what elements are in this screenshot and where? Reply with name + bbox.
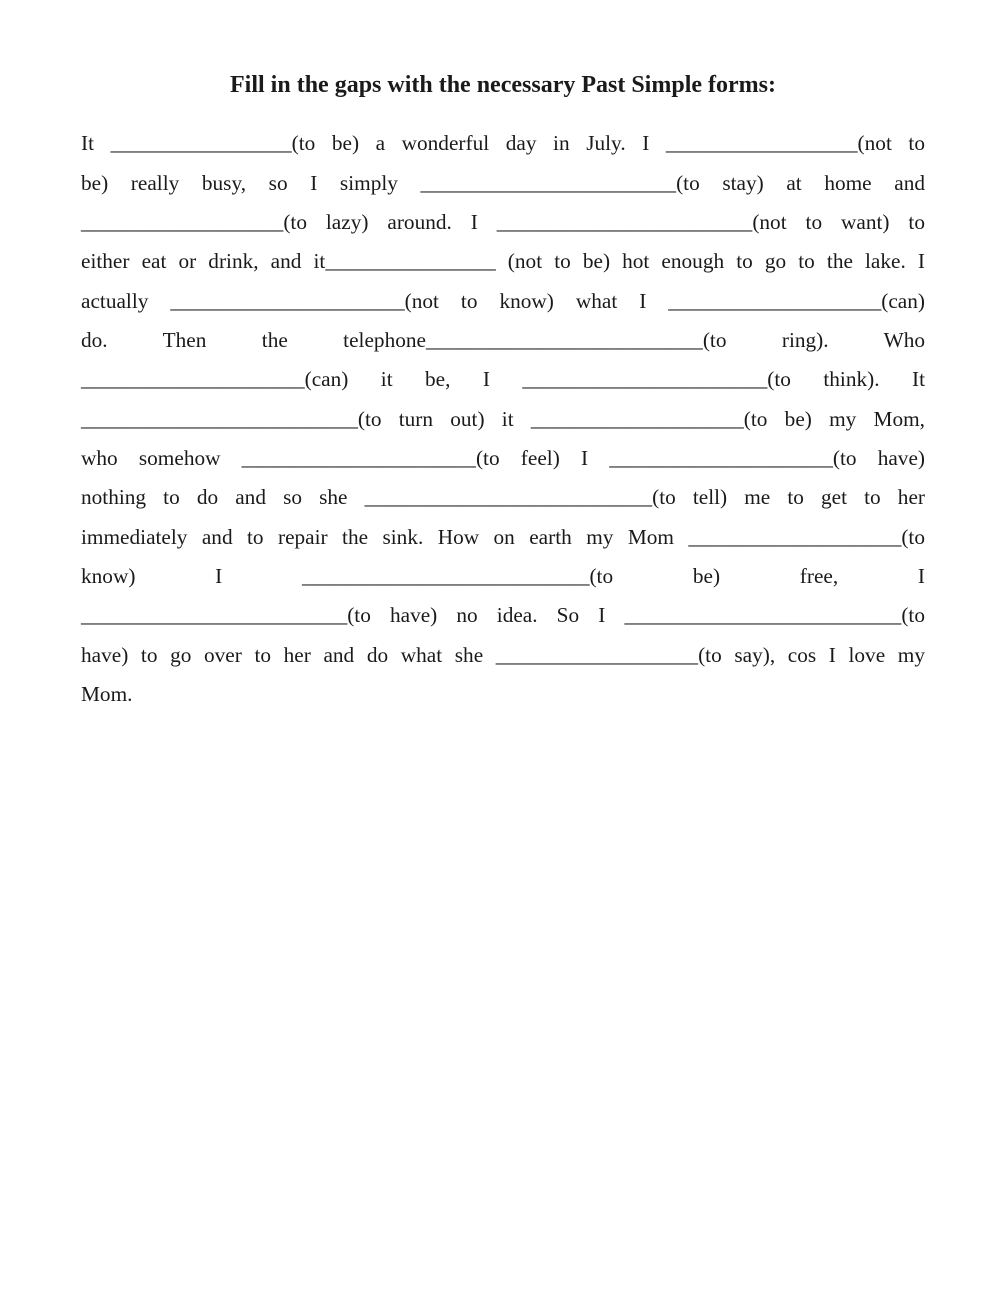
exercise-line: __________________________(to turn out) it ____________________(to be) my Mom,: [81, 407, 925, 431]
exercise-line: who somehow ______________________(to feel) I _____________________(to have): [81, 446, 925, 470]
exercise-line: actually ______________________(not to know) what I ____________________(can): [81, 289, 925, 313]
exercise-line: Mom.: [81, 682, 133, 706]
exercise-line: either eat or drink, and it________________ (not to be) hot enough to go to the lake. I: [81, 249, 925, 273]
exercise-line: have) to go over to her and do what she ___________________(to say), cos I love my: [81, 643, 925, 667]
exercise-line: know) I ___________________________(to be) free, I: [81, 564, 925, 588]
exercise-line: be) really busy, so I simply ________________________(to stay) at home and: [81, 171, 925, 195]
exercise-line: It _________________(to be) a wonderful day in July. I __________________(not to: [81, 131, 925, 155]
exercise-line: ___________________(to lazy) around. I ________________________(not to want) to: [81, 210, 925, 234]
exercise-line: nothing to do and so she ___________________________(to tell) me to get to her: [81, 485, 925, 509]
exercise-line: _____________________(can) it be, I _______________________(to think). It: [81, 367, 925, 391]
exercise-line: immediately and to repair the sink. How on earth my Mom ____________________(to: [81, 525, 925, 549]
worksheet-title: Fill in the gaps with the necessary Past Simple forms:: [230, 72, 776, 98]
exercise-line: _________________________(to have) no idea. So I __________________________(to: [81, 603, 925, 627]
exercise-line: do. Then the telephone__________________________(to ring). Who: [81, 328, 925, 352]
